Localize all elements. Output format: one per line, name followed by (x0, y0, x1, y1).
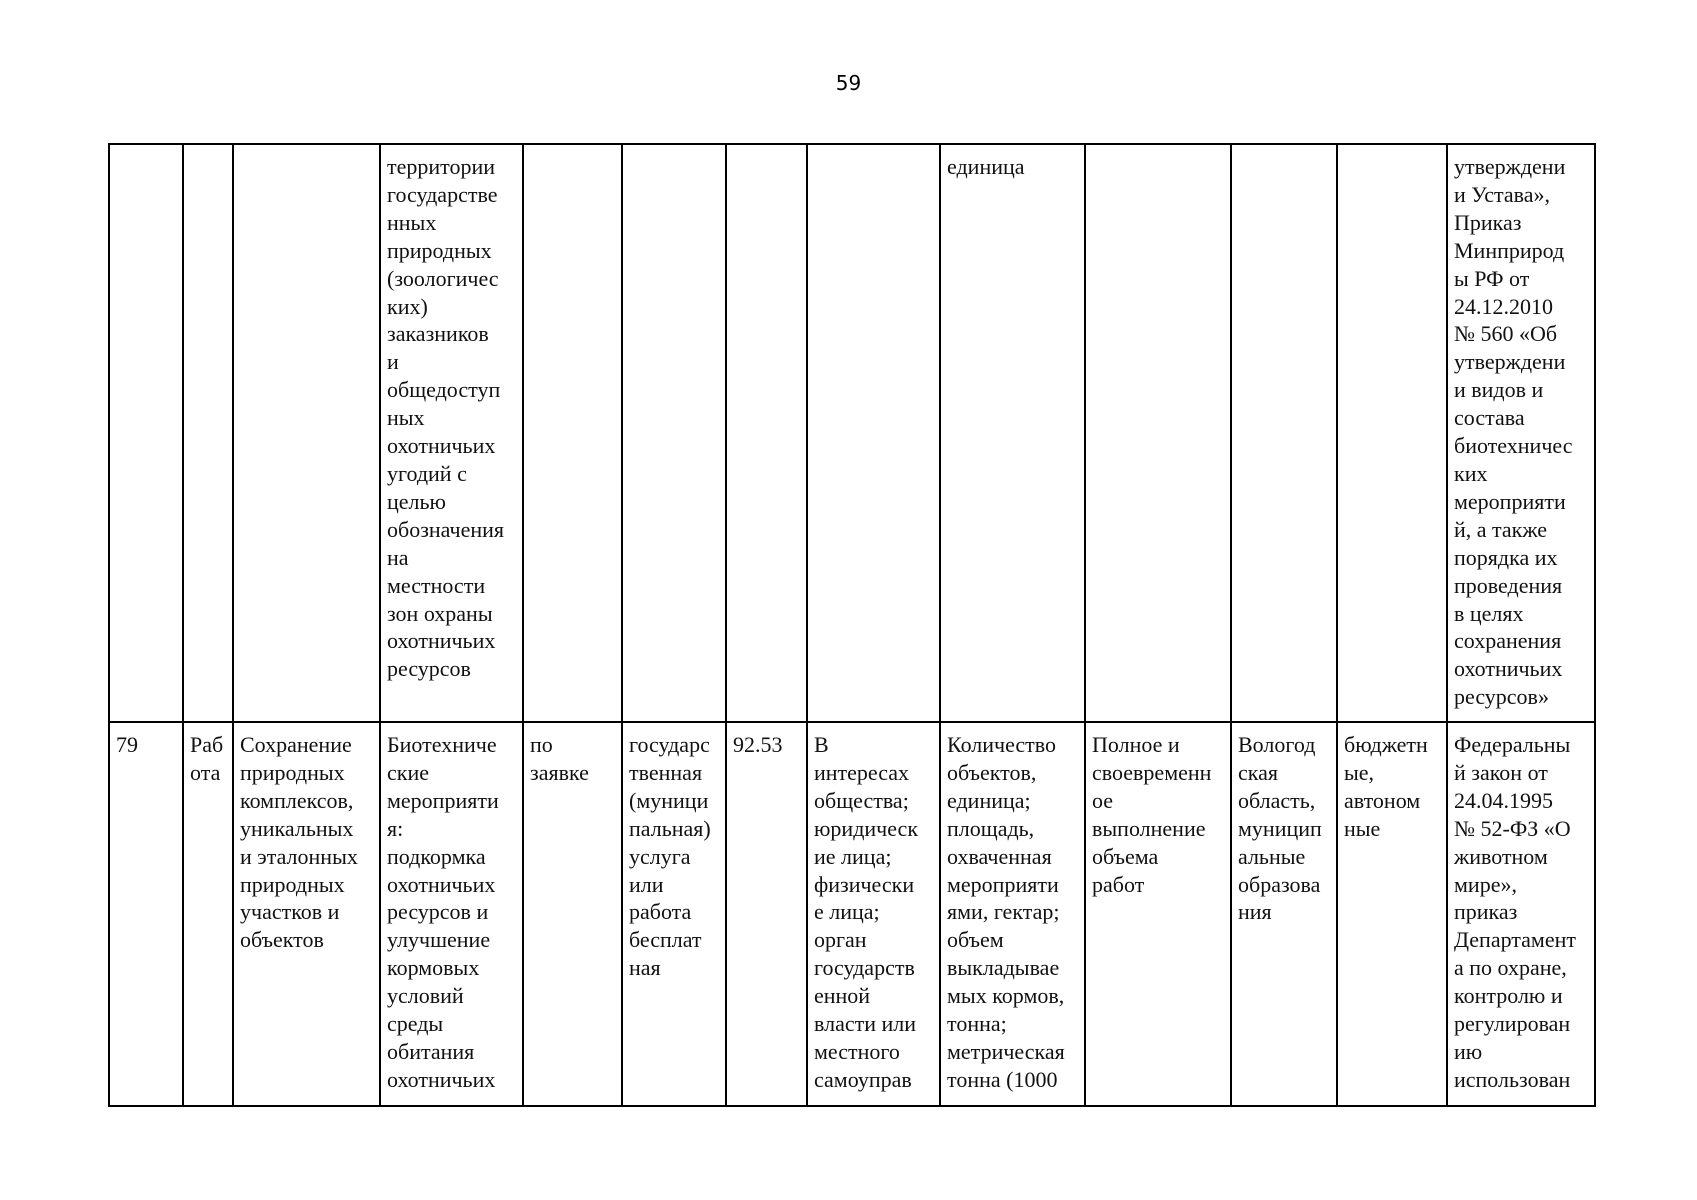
table-cell-conditions (523, 144, 622, 722)
table-cell-content: территории государстве нных природных (зоологичес ких) заказников и общедоступ ных охотничьих угодий с целью обозначения на местности зон охраны охотничьих ресурсов (380, 144, 523, 722)
table-cell-territory: Вологод ская область, муницип альные образова ния (1231, 722, 1337, 1106)
table-cell-institution-type (1337, 144, 1447, 722)
table-row (109, 722, 1595, 1106)
table-cell-service: Сохранение природных комплексов, уникальных и эталонных природных участков и объектов (233, 722, 380, 1106)
table-row (109, 144, 1595, 722)
page-number: 59 (835, 71, 862, 95)
table-cell-number (109, 144, 183, 722)
table-cell-legal-basis: утверждени и Устава», Приказ Минприрод ы РФ от 24.12.2010 № 560 «Об утверждени и видов и состава биотехничес ких мероприяти й, а также порядка их проведения в целях сохранения охотничьих ресурсов» (1447, 144, 1595, 722)
table-cell-volume-indicators: единица (940, 144, 1085, 722)
table-cell-institution-type: бюджетн ые, автоном ные (1337, 722, 1447, 1106)
table-cell-type (183, 144, 233, 722)
table-cell-kind (622, 144, 726, 722)
table-cell-code: 92.53 (726, 722, 807, 1106)
table-cell-type: Раб ота (183, 722, 233, 1106)
table-cell-number: 79 (109, 722, 183, 1106)
table-cell-consumers (807, 144, 940, 722)
table-cell-code (726, 144, 807, 722)
table-cell-content: Биотехниче ские мероприяти я: подкормка охотничьих ресурсов и улучшение кормовых условий среды обитания охотничьих (380, 722, 523, 1106)
table-cell-kind: государс твенная (муници пальная) услуга или работа бесплат ная (622, 722, 726, 1106)
table-cell-service (233, 144, 380, 722)
table-cell-consumers: В интересах общества; юридическ ие лица; физически е лица; орган государств енной власти или местного самоуправ (807, 722, 940, 1106)
table-cell-quality-indicators: Полное и своевременн ое выполнение объема работ (1085, 722, 1231, 1106)
table-cell-territory (1231, 144, 1337, 722)
table-cell-legal-basis: Федеральны й закон от 24.04.1995 № 52-ФЗ «О животном мире», приказ Департамент а по охране, контролю и регулирован ию использован (1447, 722, 1595, 1106)
table-cell-volume-indicators: Количество объектов, единица; площадь, охваченная мероприяти ями, гектар; объем выкладывае мых кормов, тонна; метрическая тонна (1000 (940, 722, 1085, 1106)
table-cell-conditions: по заявке (523, 722, 622, 1106)
table-cell-quality-indicators (1085, 144, 1231, 722)
document-table (108, 143, 1596, 1107)
